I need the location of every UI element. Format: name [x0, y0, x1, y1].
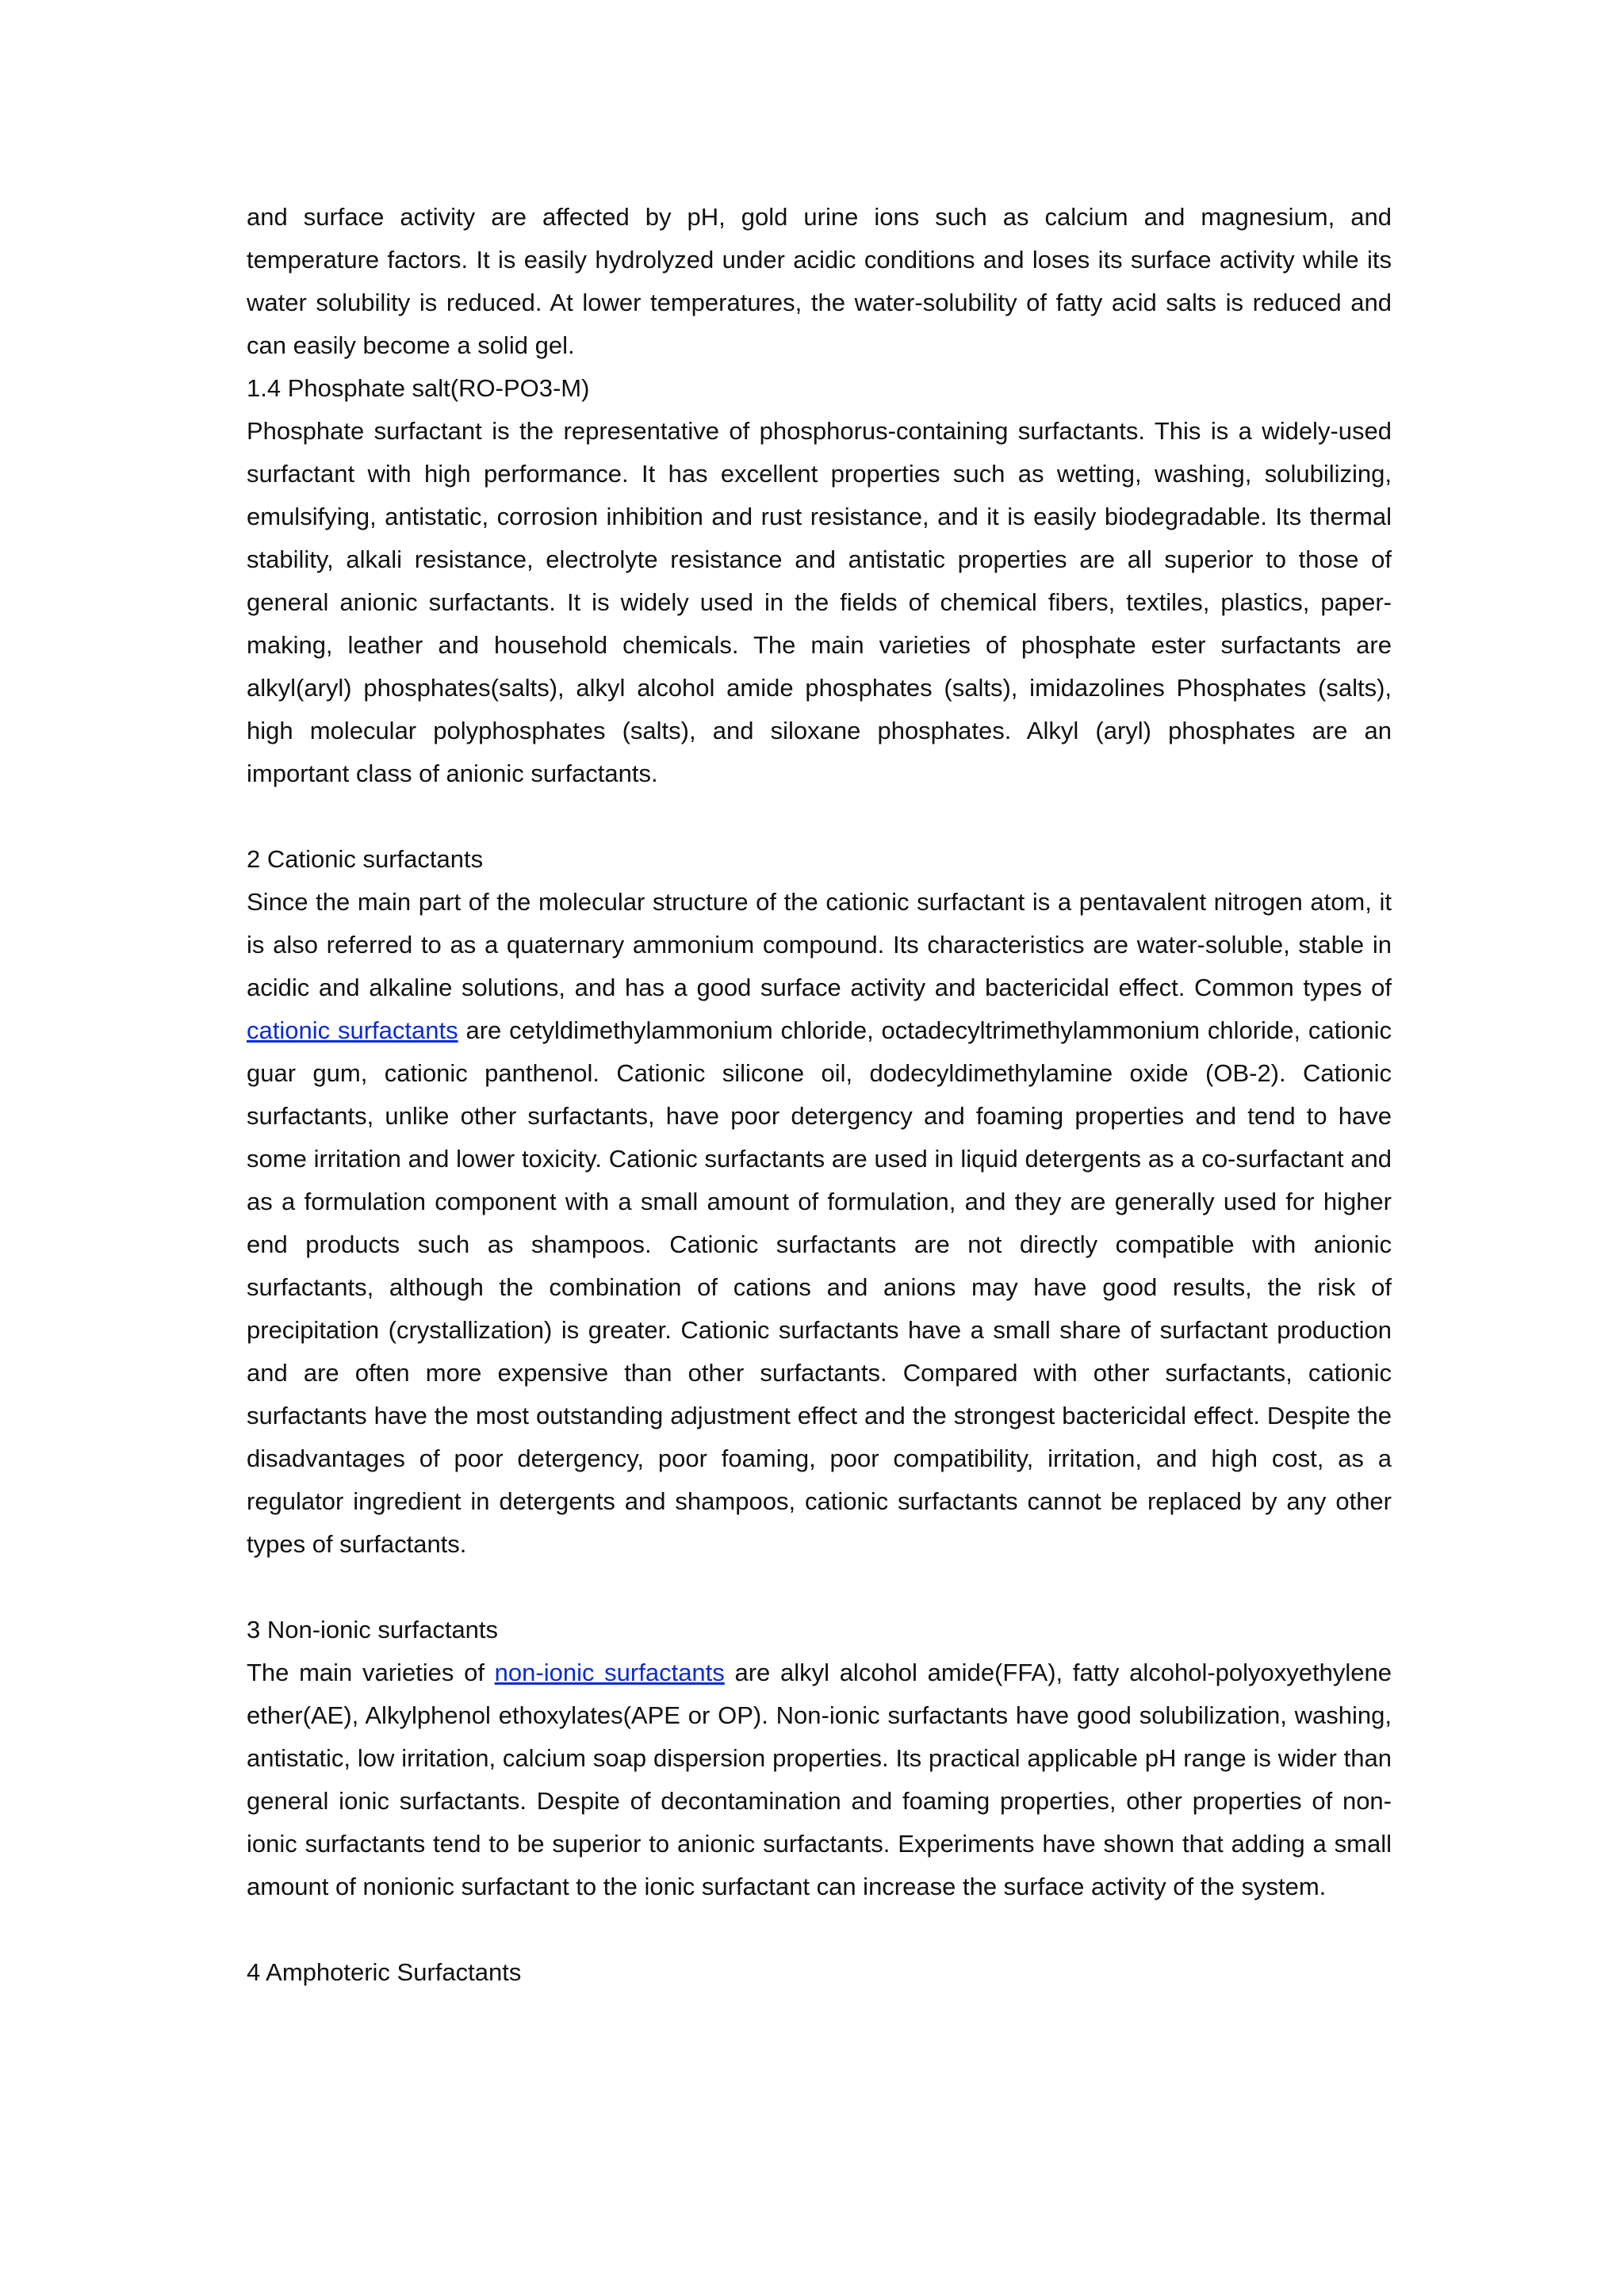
paragraph-spacer — [247, 1566, 1392, 1609]
non-ionic-paragraph — [247, 1651, 1392, 1908]
cationic-surfactants-link[interactable]: cationic surfactants — [247, 1016, 458, 1044]
document-page — [247, 196, 1392, 1994]
cationic-text-after-link: are cetyldimethylammonium chloride, octadecyltrimethylammonium chloride, cationic guar gum, cationic panthenol. Cationic silicone oil, dodecyldimethylamine oxide (OB-2). Cationic surfactants, unlike other surfactants, have poor detergency and foaming properties and tend to have some irritation and lower toxicity. Cationic surfactants are used in liquid detergents as a co-surfactant and as a formulation component with a small amount of formulation, and they are generally used for higher end products such as shampoos. Cationic surfactants are not directly compatible with anionic surfactants, although the combination of cations and anions may have good results, the risk of precipitation (crystallization) is greater. Cationic surfactants have a small share of surfactant production and are often more expensive than other surfactants. Compared with other surfactants, cationic surfactants have the most outstanding adjustment effect and the strongest bactericidal effect. Despite the disadvantages of poor detergency, poor foaming, poor compatibility, irritation, and high cost, as a regulator ingredient in detergents and shampoos, cationic surfactants cannot be replaced by any other types of surfactants. — [247, 1016, 1392, 1558]
phosphate-paragraph: Phosphate surfactant is the representative of phosphorus-containing surfactants. This is a widely-used surfactant with high performance. It has excellent properties such as wetting, washing, solubilizing, emulsifying, antistatic, corrosion inhibition and rust resistance, and it is easily biodegradable. Its thermal stability, alkali resistance, electrolyte resistance and antistatic properties are all superior to those of general anionic surfactants. It is widely used in the fields of chemical fibers, textiles, plastics, paper-making, leather and household chemicals. The main varieties of phosphate ester surfactants are alkyl(aryl) phosphates(salts), alkyl alcohol amide phosphates (salts), imidazolines Phosphates (salts), high molecular polyphosphates (salts), and siloxane phosphates. Alkyl (aryl) phosphates are an important class of anionic surfactants. — [247, 417, 1392, 787]
section-heading-amphoteric: 4 Amphoteric Surfactants — [247, 1958, 522, 1986]
paragraph-spacer — [247, 1908, 1392, 1951]
intro-paragraph: and surface activity are affected by pH, gold urine ions such as calcium and magnesium, and temperature factors. It is easily hydrolyzed under acidic conditions and loses its surface activity while its water solubility is reduced. At lower temperatures, the water-solubility of fatty acid salts is reduced and can easily become a solid gel. — [247, 203, 1392, 359]
non-ionic-text-before-link: The main varieties of — [247, 1659, 495, 1686]
section-heading-non-ionic: 3 Non-ionic surfactants — [247, 1616, 499, 1644]
non-ionic-surfactants-link[interactable]: non-ionic surfactants — [494, 1659, 725, 1686]
cationic-paragraph — [247, 881, 1392, 1566]
section-heading-cationic: 2 Cationic surfactants — [247, 845, 484, 873]
cationic-text-before-link: Since the main part of the molecular structure of the cationic surfactant is a pentavalent nitrogen atom, it is also referred to as a quaternary ammonium compound. Its characteristics are water-soluble, stable in acidic and alkaline solutions, and has a good surface activity and bactericidal effect. Common types of — [247, 888, 1392, 1001]
paragraph-spacer — [247, 795, 1392, 838]
section-heading-phosphate-salt: 1.4 Phosphate salt(RO-PO3-M) — [247, 374, 590, 402]
non-ionic-text-after-link: are alkyl alcohol amide(FFA), fatty alcohol-polyoxyethylene ether(AE), Alkylphenol ethoxylates(APE or OP). Non-ionic surfactants have good solubilization, washing, antistatic, low irritation, calcium soap dispersion properties. Its practical applicable pH range is wider than general ionic surfactants. Despite of decontamination and foaming properties, other properties of non-ionic surfactants tend to be superior to anionic surfactants. Experiments have shown that adding a small amount of nonionic surfactant to the ionic surfactant can increase the surface activity of the system. — [247, 1659, 1392, 1900]
